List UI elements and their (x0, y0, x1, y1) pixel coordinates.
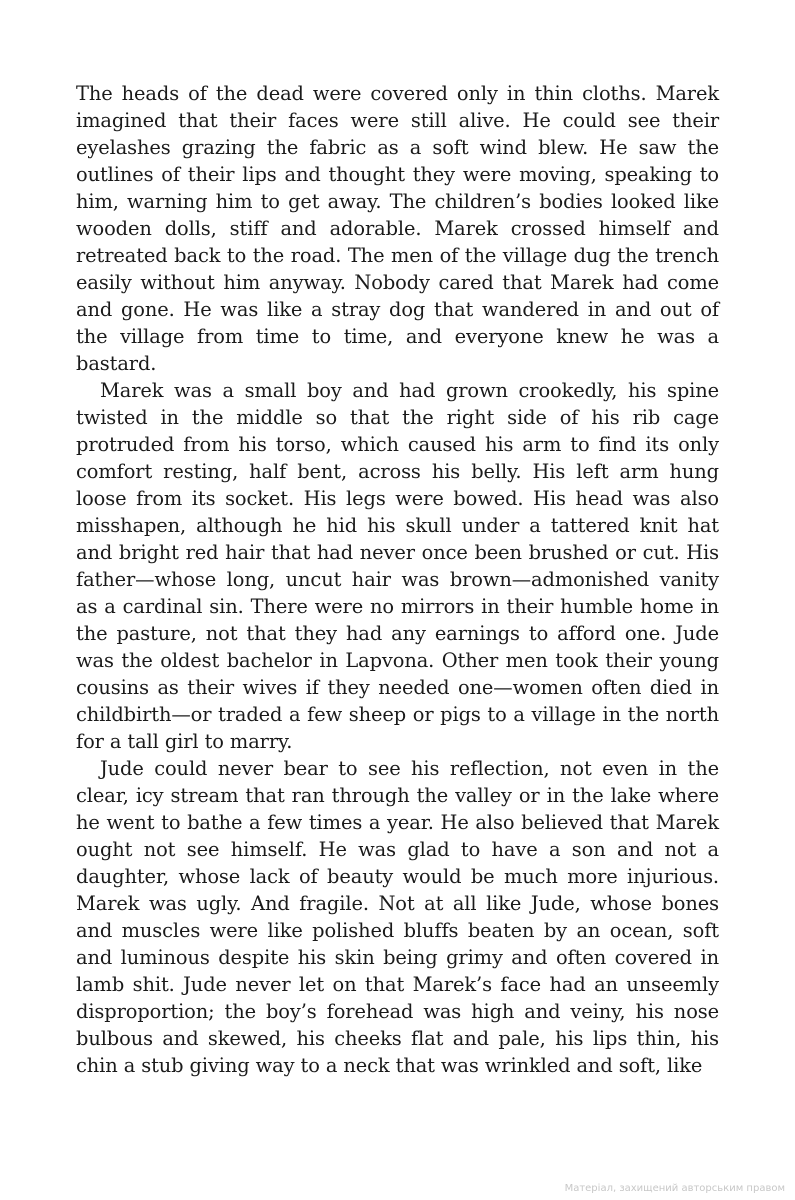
copyright-watermark: Матеріал, захищений авторським правом (564, 1183, 785, 1194)
paragraph-1: The heads of the dead were covered only in thin cloths. Marek imagined that their faces were still alive. He could see their eyelashes grazing the fabric as a soft wind blew. He saw the outlines of their lips and thought they were moving, speaking to him, warning him to get away. The children’s bodies looked like wooden dolls, stiff and adorable. Marek crossed himself and retreated back to the road. The men of the village dug the trench easily without him anyway. Nobody cared that Marek had come and gone. He was like a stray dog that wandered in and out of the village from time to time, and everyone knew he was a bastard. (76, 82, 719, 375)
paragraph-3: Jude could never bear to see his reflection, not even in the clear, icy stream that ran through the valley or in the lake where he went to bathe a few times a year. He also believed that Marek ought not see himself. He was glad to have a son and not a daughter, whose lack of beauty would be much more injurious. Marek was ugly. And fragile. Not at all like Jude, whose bones and muscles were like polished bluffs beaten by an ocean, soft and luminous despite his skin being grimy and often covered in lamb shit. Jude never let on that Marek’s face had an unseemly disproportion; the boy’s forehead was high and veiny, his nose bulbous and skewed, his cheeks flat and pale, his lips thin, his chin a stub giving way to a neck that was wrinkled and soft, like (76, 757, 719, 1077)
page-body (76, 80, 719, 1079)
paragraph-2: Marek was a small boy and had grown crookedly, his spine twisted in the middle so that the right side of his rib cage protruded from his torso, which caused his arm to find its only comfort resting, half bent, across his belly. His left arm hung loose from its socket. His legs were bowed. His head was also misshapen, although he hid his skull under a tattered knit hat and bright red hair that had never once been brushed or cut. His father—whose long, uncut hair was brown—admonished vanity as a cardinal sin. There were no mirrors in their humble home in the pasture, not that they had any earnings to afford one. Jude was the oldest bachelor in Lapvona. Other men took their young cousins as their wives if they needed one—women often died in childbirth—or traded a few sheep or pigs to a village in the north for a tall girl to marry. (76, 379, 719, 753)
